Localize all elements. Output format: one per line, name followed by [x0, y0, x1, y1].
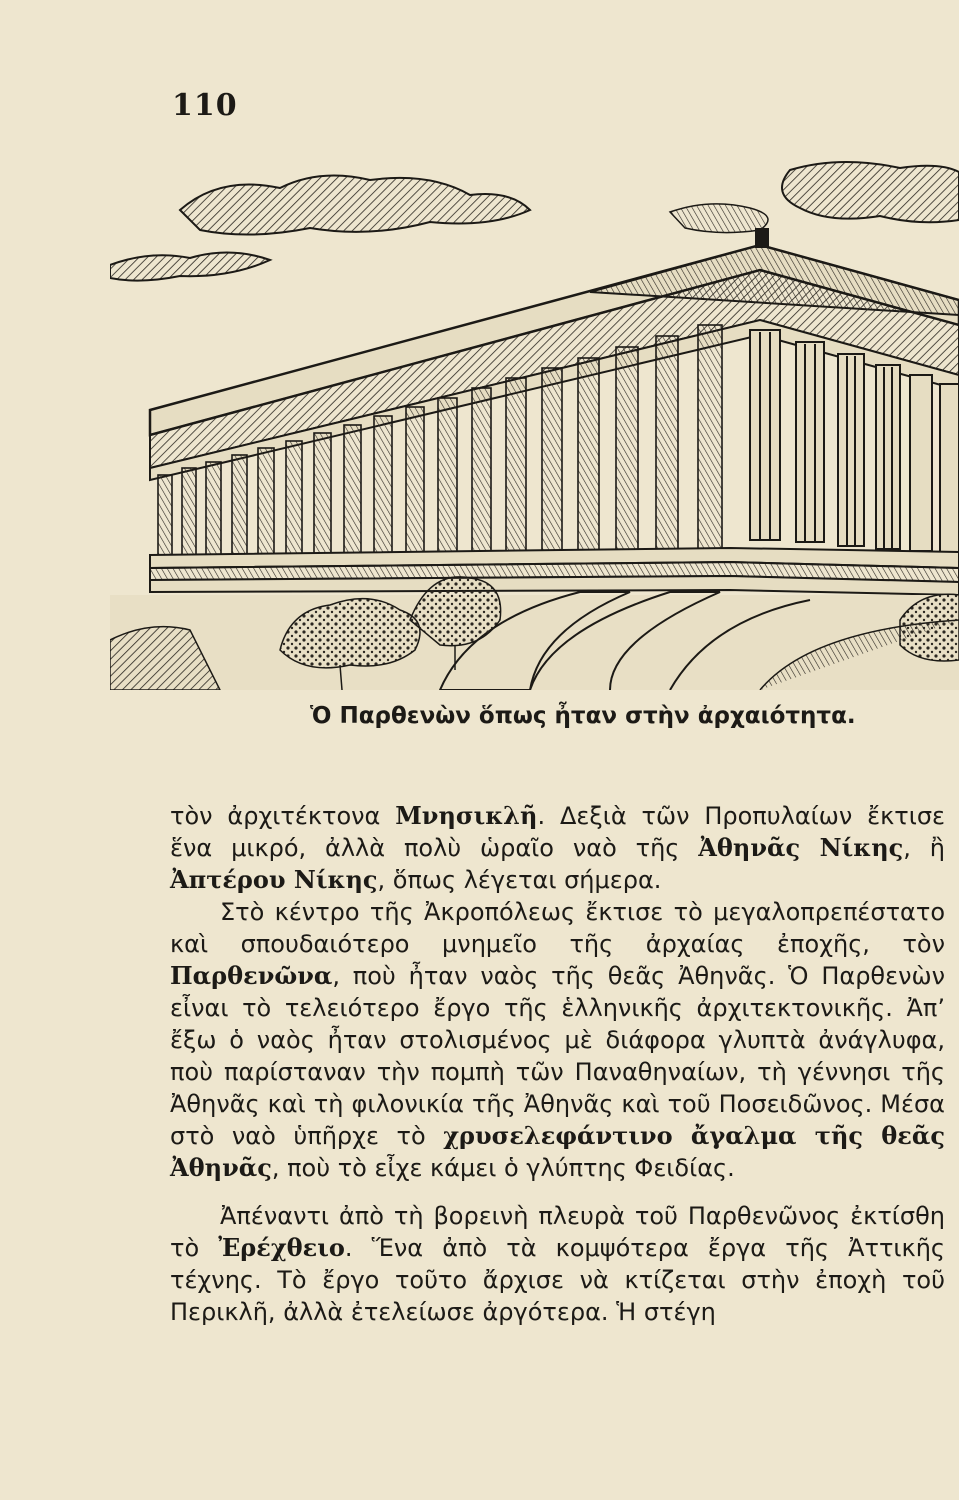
text-run: Στὸ κέντρο τῆς Ἀκροπόλεως ἔκτισε τὸ μεγαλοπρεπέστατο καὶ σπουδαιότερο μνημεῖο τῆς ἀρχαίας ἐποχῆς, τὸν [170, 898, 945, 958]
body-text [170, 800, 945, 1328]
text-run: , ἢ [903, 834, 945, 862]
paragraph-2 [170, 896, 945, 1184]
text-run: τὸν ἀρχιτέκτονα [170, 802, 396, 830]
cloud-left [110, 176, 530, 281]
text-run: Ἀπέναντι ἀπὸ τὴ βορεινὴ πλευρὰ τοῦ Παρθενῶνος ἐκτίσθη τὸ [170, 1202, 945, 1262]
emphasized-term: Ἀπτέρου Νίκης [170, 865, 378, 894]
text-run: . Δεξιὰ τῶν Προπυλαίων ἔκτισε ἕνα μικρό, ἀλλὰ πολὺ ὡραῖο ναὸ τῆς [170, 802, 945, 862]
text-run: , ποὺ τὸ εἶχε κάμει ὁ γλύπτης Φειδίας. [271, 1154, 735, 1182]
parthenon-illustration [110, 150, 959, 690]
emphasized-term: Παρθενῶνα [170, 961, 333, 990]
emphasized-term: χρυσελεφάντινο ἄγαλμα τῆς θεᾶς Ἀθηνᾶς [170, 1121, 945, 1182]
emphasized-term: Ἐρέχθειο [218, 1233, 345, 1262]
paragraph-1 [170, 800, 945, 896]
paragraph-3 [170, 1200, 945, 1328]
text-run: . Ἕνα ἀπὸ τὰ κομψότερα ἔργα τῆς Ἀττικῆς τέχνης. Τὸ ἔργο τοῦτο ἄρχισε νὰ κτίζεται στὴν ἐποχὴ τοῦ Περικλῆ, ἀλλὰ ἐτελείωσε ἀργότερα. Ἡ στέγη [170, 1234, 945, 1326]
page-number: 110 [172, 88, 238, 123]
emphasized-term: Ἀθηνᾶς Νίκης [698, 833, 904, 862]
ground [110, 592, 959, 690]
figure-caption: Ὁ Παρθενὼν ὅπως ἦταν στὴν ἀρχαιότητα. [310, 703, 856, 729]
stylobate [150, 548, 959, 595]
text-run: , ὅπως λέγεται σήμερα. [377, 866, 662, 894]
cloud-right [670, 162, 959, 233]
emphasized-term: Μνησικλῆ [395, 801, 538, 830]
text-run: , ποὺ ἦταν ναὸς τῆς θεᾶς Ἀθηνᾶς. Ὁ Παρθενὼν εἶναι τὸ τελειότερο ἔργο τῆς ἑλληνικῆς ἀρχιτεκτονικῆς. Ἀπ’ ἔξω ὁ ναὸς ἦταν στολισμένος μὲ διάφορα γλυπτὰ ἀνάγλυφα, ποὺ παρίσταναν τὴν πομπὴ τῶν Παναθηναίων, τὴ γέννησι τῆς Ἀθηνᾶς καὶ τὴ φιλονικία τῆς Ἀθηνᾶς καὶ τοῦ Ποσειδῶνος. Μέσα στὸ ναὸ ὑπῆρχε τὸ [170, 962, 945, 1150]
